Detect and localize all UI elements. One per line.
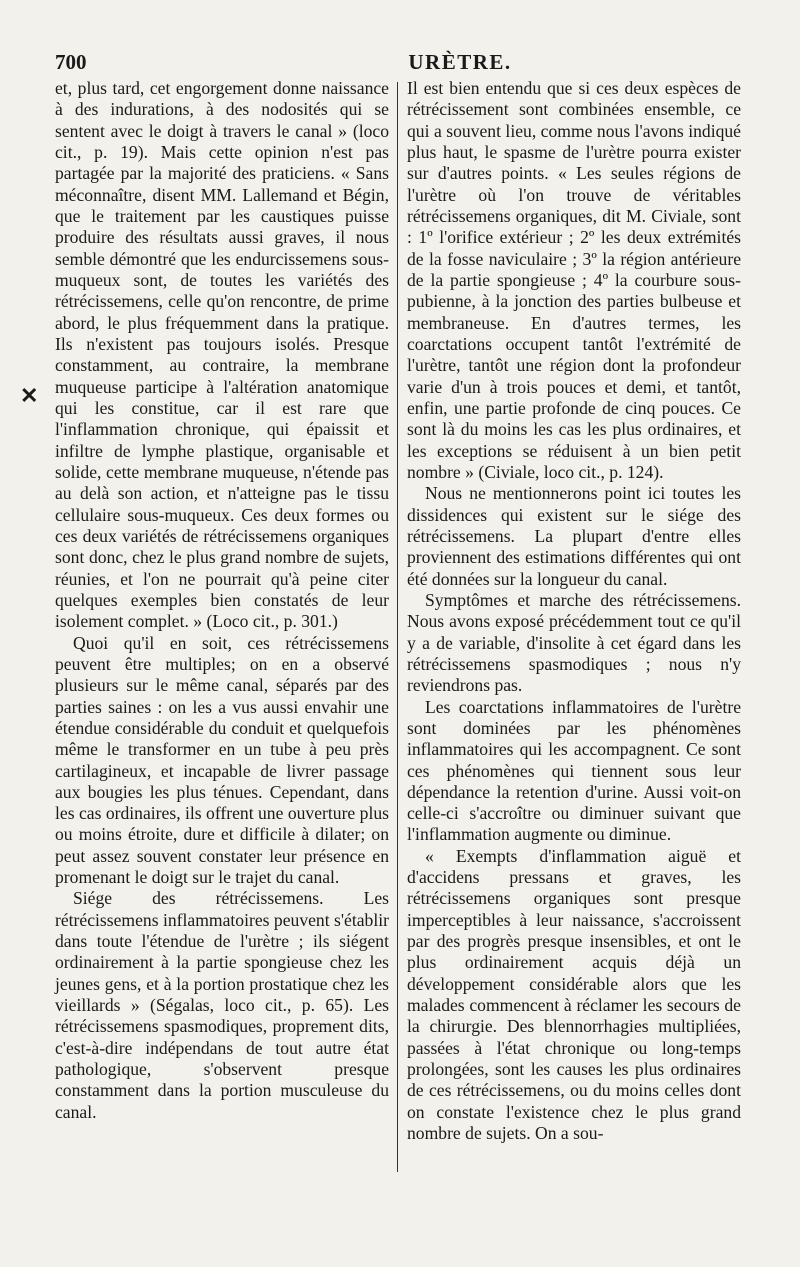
running-head: URÈTRE. (408, 50, 512, 74)
paragraph: et, plus tard, cet engorgement donne naissance à des indurations, à des nodosités qui se sentent avec le doigt à travers le canal » (loco cit., p. 19). Mais cette opinion n'est pas partagée par la majorité des praticiens. « Sans méconnaître, disent MM. Lallemand et Bégin, que le traitement par les caustiques puisse produire des résultats aussi graves, il nous semble démontré que les endurcissemens sous-muqueux sont, de toutes les variétés des rétrécissemens, celle qu'on rencontre, de prime abord, le plus fréquemment dans la pratique. Ils n'existent pas toujours isolés. Presque constamment, au contraire, la membrane muqueuse participe à l'altération anatomique qui les constitue, car il est rare que l'inflammation chronique, qui épaissit et infiltre de lymphe plastique, organisable et solide, cette membrane muqueuse, n'étende pas au delà son action, et n'atteigne pas le tissu cellulaire sous-muqueux. Ces deux formes ou ces deux variétés de rétrécissemens organiques sont donc, chez le plus grand nombre de sujets, réunies, et l'on ne pourrait qu'à peine citer quelques exemples bien constatés de leur isolement complet. » (Loco cit., p. 301.) (55, 78, 389, 632)
column-divider (397, 82, 398, 1172)
right-column (407, 78, 741, 1144)
paragraph: Les coarctations inflammatoires de l'urètre sont dominées par les phénomènes inflammatoires qui les accompagnent. Ce sont ces phénomènes qui tiennent sous leur dépendance la retention d'urine. Aussi voit-on celle-ci s'accroître ou diminuer suivant que l'inflammation augmente ou diminue. (407, 696, 741, 845)
paragraph: Nous ne mentionnerons point ici toutes les dissidences qui existent sur le siége des rétrécissemens. La plupart d'entre elles proviennent des estimations différentes qui ont été données sur la longueur du canal. (407, 483, 741, 589)
left-column (55, 78, 389, 1123)
page-header (55, 50, 745, 80)
paragraph: Siége des rétrécissemens. Les rétrécissemens inflammatoires peuvent s'établir dans toute l'étendue de l'urètre ; ils siégent ordinairement à la partie spongieuse chez les jeunes gens, et à la portion prostatique chez les vieillards » (Ségalas, loco cit., p. 65). Les rétrécissemens spasmodiques, proprement dits, c'est-à-dire indépendans de tout autre état pathologique, s'observent presque constamment dans la portion musculeuse du canal. (55, 888, 389, 1122)
paragraph: Il est bien entendu que si ces deux espèces de rétrécissement sont combinées ensemble, ce qui a souvent lieu, comme nous l'avons indiqué plus haut, le spasme de l'urètre pourra exister sur d'autres points. « Les seules régions de l'urètre où l'on trouve de véritables rétrécissemens organiques, dit M. Civiale, sont : 1º l'orifice extérieur ; 2º les deux extrémités de la fosse naviculaire ; 3º la région antérieure de la partie spongieuse ; 4º la courbure sous-pubienne, à la jonction des parties bulbeuse et membraneuse. En d'autres termes, les coarctations occupent tantôt l'extrémité de l'urètre, tantôt une région dont la profondeur varie d'un à trois pouces et demi, et tantôt, enfin, une partie profonde de cinq pouces. Ce sont là du moins les cas les plus ordinaires, et les exceptions se réduisent à un bien petit nombre » (Civiale, loco cit., p. 124). (407, 78, 741, 482)
page-number: 700 (55, 50, 87, 74)
paragraph: « Exempts d'inflammation aiguë et d'accidens pressans et graves, les rétrécissemens organiques sont presque imperceptibles à leur naissance, s'accroissent par des progrès presque insensibles, et ont le plus ordinairement acquis déjà un développement considérable alors que les malades commencent à réclamer les secours de la chirurgie. Des blennorrhagies multipliées, passées à l'état chronique ou long-temps prolongées, sont les causes les plus ordinaires de ces rétrécissemens, ou du moins celles dont on constate l'existence chez le plus grand nombre de sujets. On a sou- (407, 845, 741, 1144)
margin-annotation: ✕ (20, 383, 39, 408)
paragraph: Quoi qu'il en soit, ces rétrécissemens peuvent être multiples; on en a observé plusieurs sur le même canal, séparés par des parties saines : on les a vus aussi envahir une étendue considérable du conduit et quelquefois même le transformer en un tube à peu près cartilagineux, et incapable de livrer passage aux bougies les plus ténues. Cependant, dans les cas ordinaires, ils offrent une ouverture plus ou moins étroite, dure et difficile à dilater; on peut assez souvent constater leur présence en promenant le doigt sur le trajet du canal. (55, 632, 389, 888)
paragraph: Symptômes et marche des rétrécissemens. Nous avons exposé précédemment tout ce qu'il y a de variable, d'insolite à cet égard dans les rétrécissemens spasmodiques ; nous n'y reviendrons pas. (407, 589, 741, 696)
